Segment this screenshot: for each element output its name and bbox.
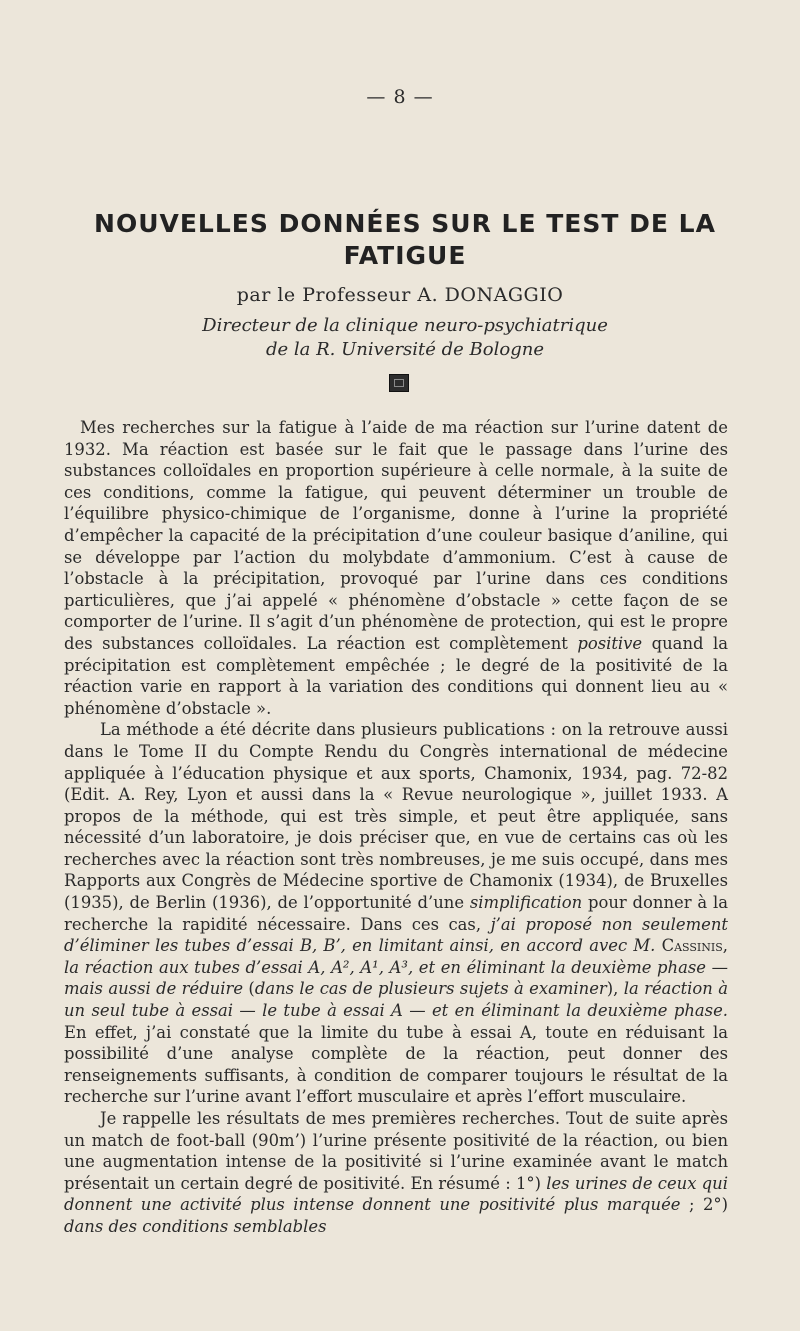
p2-text-a: La méthode a été décrite dans plusieurs publications : on la retrouve aussi dans le Tome II du Compte Rendu du Congrès international de médecine appliquée à l’éducation physique et aux sports, Chamonix, 1934, pag. 72-82 (Edit. A. Rey, Lyon et aussi dans la « Revue neurologique », juillet 1933. A propos de la méthode, qui est très simple, et peut être appliquée, sans nécessité d’un laboratoire, je dois préciser que, en vue de certains cas où les recherches avec la réaction sont très nombreuses, je me suis occupé, dans mes Rapports aux Congrès de Médecine sportive de Chamonix (1934), de Bruxelles (1935), de Berlin (1936), de l’opportunité d’une (64, 720, 728, 913)
page-number: — 8 — (366, 86, 434, 108)
p3-text-c: ; 2°) (688, 1195, 728, 1215)
p2-text-k: En effet, j’ai constaté que la limite du tube à essai A, toute en réduisant la possibilité d’une analyse complète de la réaction, peut donner des renseignements suffisants, à condition de comparer toujours le résultat de la recherche sur l’urine avant l’effort musculaire et après l’effort musculaire. (64, 1022, 728, 1107)
paragraph-1 (64, 417, 728, 719)
p2-italic-simplification: simplification (469, 893, 583, 913)
affiliation-line-1: Directeur de la clinique neuro-psychiatrique (202, 315, 608, 336)
p3-text-a: Je rappelle les résultats de mes premières recherches. Tout de suite après un match de foot-ball (90m’) l’urine présente positivité de la réaction, ou bien une augmentation intense de la positivité si l’urine examinée avant le match présentait un certain degré de positivité. En résumé : 1°) (64, 1109, 728, 1193)
author-byline: par le Professeur A. DONAGGIO (236, 284, 564, 306)
article-body (64, 417, 728, 1238)
p1-text-c: quand la précipitation est complètement empêchée ; le degré de la positivité de la réaction varie en rapport à la variation des conditions qui donnent lieu au « phénomène d’obstacle ». (64, 633, 728, 718)
paragraph-2 (64, 719, 728, 1108)
p2-italic-h: dans le cas de plusieurs sujets à examiner (254, 979, 607, 999)
p2-text-c: pour donner à la recherche la rapidité nécessaire. Dans ces cas, (64, 893, 728, 934)
author-affiliation (150, 314, 660, 362)
p1-italic-positive: positive (577, 633, 643, 653)
affiliation-line-2: de la R. Université de Bologne (266, 339, 544, 360)
p1-text-a: Mes recherches sur la fatigue à l’aide de ma réaction sur l’urine datent de 1932. Ma réaction est basée sur le fait que le passage dans l’urine des substances colloïdales en proportion supérieure à celle normale, à la suite de ces conditions, comme la fatigue, qui peuvent déterminer un trouble de l’équilibre physico-chimique de l’organisme, donne à l’urine la propriété d’empêcher la capacité de la précipitation d’une couleur basique d’aniline, qui se développe par l’action du molybdate d’ammonium. C’est à cause de l’obstacle à la précipitation, provoqué par l’urine dans ces conditions particulières, que j’ai appelé « phénomène d’obstacle » cette façon de se comporter de l’urine. Il s’agit d’un phénomène de protection, qui est le propre des substances colloïdales. La réaction est complètement (64, 418, 728, 653)
article-title: NOUVELLES DONNÉES SUR LE TEST DE LA FATIGUE (94, 209, 716, 270)
p2-italic-f: la réaction aux tubes d’essai A, A², A¹, A³, et en éliminant la deuxième phase — mais aussi de réduire (64, 957, 728, 999)
printer-ornament (389, 374, 409, 392)
paragraph-3 (64, 1108, 728, 1238)
p2-paren-close: ), (606, 979, 619, 999)
p2-italic-d: j’ai proposé non seulement d’éliminer les tubes d’essai B, B’, en limitant ainsi, en accord avec M. (64, 914, 728, 956)
p2-italic-j: la réaction à un seul tube à essai — le tube à essai A — et en éliminant la deuxième phase. (64, 979, 728, 1021)
p2-paren-open: ( (248, 979, 255, 999)
p2-name-cassinis: Cassinis, (661, 936, 728, 956)
p3-italic-d: dans des conditions semblables (64, 1216, 327, 1236)
p3-italic-b: les urines de ceux qui donnent une activité plus intense donnent une positivité plus marquée (64, 1173, 728, 1215)
